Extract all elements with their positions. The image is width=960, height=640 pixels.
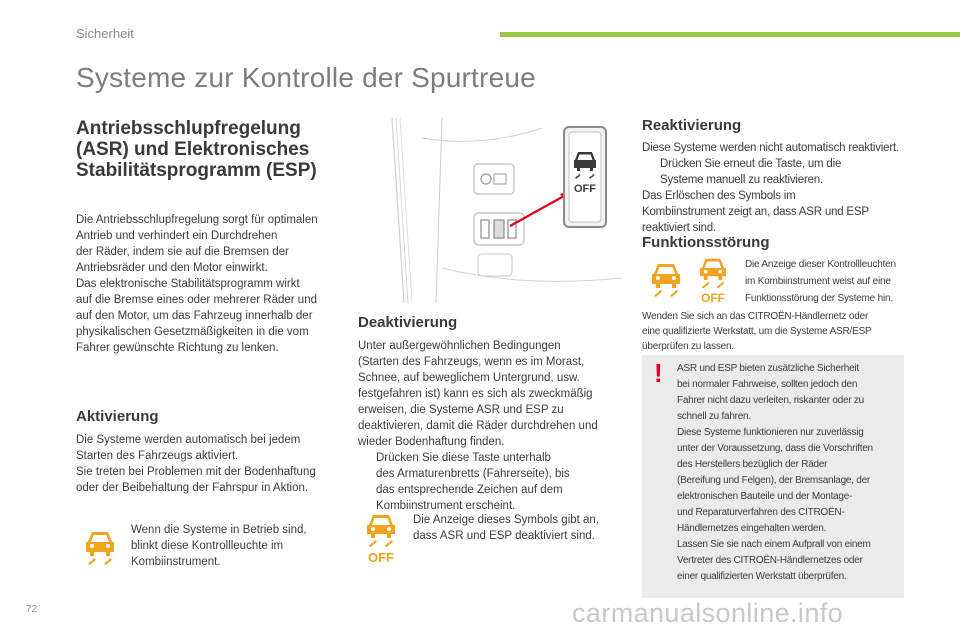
warning-line: Händlernetzes eingehalten werden. <box>677 523 827 534</box>
off-symbol-text <box>413 512 623 544</box>
deactivation-line: wieder Bodenhaftung finden. <box>358 436 505 448</box>
page-title: Systeme zur Kontrolle der Spurtreue <box>76 62 536 93</box>
blink-line: blinkt diese Kontrollleuchte im <box>131 540 284 552</box>
deactivation-line: deaktivieren, damit die Räder durchdrehen und <box>358 420 598 432</box>
button-off-label: OFF <box>574 183 596 195</box>
intro-line: der Räder, indem sie auf die Bremsen der <box>76 246 289 258</box>
reactivation-bullet <box>642 156 912 188</box>
warning-exclamation-icon: ! <box>654 358 663 388</box>
blink-line: Kombiinstrument. <box>131 556 221 568</box>
warning-line: unter der Voraussetzung, dass die Vorschriften <box>677 443 873 454</box>
warning-line: und Reparaturverfahren des CITROËN- <box>677 507 845 518</box>
intro-line: Fahrer gewünschte Richtung zu lenken. <box>76 342 279 354</box>
reactivation-line: Kombiinstrument zeigt an, dass ASR und ESP <box>642 206 869 218</box>
esp-off-icon <box>697 256 729 304</box>
activation-paragraph <box>76 432 351 496</box>
intro-line: Antrieb und verhindert ein Durchdrehen <box>76 230 278 242</box>
deactivation-line: Unter außergewöhnlichen Bedingungen <box>358 340 561 352</box>
bullet-icon <box>642 156 660 188</box>
reactivation-paragraph <box>642 140 912 236</box>
warning-line: (Bereifung und Felgen), der Bremsanlage, der <box>677 475 871 486</box>
main-heading-line: Stabilitätsprogramm (ESP) <box>76 160 317 181</box>
warning-line: bei normaler Fahrweise, sollten jedoch den <box>677 379 858 390</box>
malfunction-line: Wenden Sie sich an das CITROËN-Händlernetz oder <box>642 311 869 322</box>
intro-line: Die Antriebsschlupfregelung sorgt für optimalen <box>76 214 318 226</box>
main-heading-line: (ASR) und Elektronisches <box>76 139 310 160</box>
off-icon-label: OFF <box>368 550 394 564</box>
reactivation-bullet-line: Systeme manuell zu reaktivieren. <box>660 174 823 186</box>
warning-line: elektronischen Bauteile und der Montage- <box>677 491 853 502</box>
deactivation-bullet-line: des Armaturenbretts (Fahrerseite), bis <box>376 468 570 480</box>
reactivation-line: Diese Systeme werden nicht automatisch reaktiviert. <box>642 142 899 154</box>
deactivation-bullet-line: Drücken Sie diese Taste unterhalb <box>376 452 551 464</box>
esp-skid-icon <box>84 528 116 568</box>
reactivation-bullet-text <box>660 156 841 188</box>
malfunction-icon-line: Die Anzeige dieser Kontrollleuchten <box>745 259 896 270</box>
intro-line: Antriebsräder und den Motor einwirkt. <box>76 262 268 274</box>
intro-line: auf die Bremse eines oder mehrerer Räder und <box>76 294 317 306</box>
off-symbol-line: Die Anzeige dieses Symbols gibt an, <box>413 514 600 526</box>
deactivation-bullet <box>358 450 628 514</box>
deactivation-line: Schnee, auf beweglichem Untergrund, usw. <box>358 372 580 384</box>
section-label: Sicherheit <box>76 26 134 41</box>
deactivation-paragraph <box>358 338 628 514</box>
malfunction-line: überprüfen zu lassen. <box>642 341 734 352</box>
warning-line: schnell zu fahren. <box>677 411 751 422</box>
warning-line: einer qualifizierten Werkstatt überprüfen. <box>677 571 847 582</box>
warning-line: des Herstellers bezüglich der Räder <box>677 459 828 470</box>
reactivation-line: reaktiviert sind. <box>642 222 716 234</box>
warning-line: ASR und ESP bieten zusätzliche Sicherheit <box>677 363 859 374</box>
deactivation-line: festgefahren ist) kann es sich als zweckmäßig <box>358 388 593 400</box>
warning-line: Fahrer nicht dazu verleiten, riskanter oder zu <box>677 395 864 406</box>
activation-line: Die Systeme werden automatisch bei jedem <box>76 434 301 446</box>
deactivation-bullet-text <box>376 450 570 514</box>
reactivation-bullet-line: Drücken Sie erneut die Taste, um die <box>660 158 842 170</box>
deactivation-line: erweisen, die Systeme ASR und ESP zu <box>358 404 564 416</box>
blink-text <box>131 522 341 570</box>
malfunction-heading: Funktionsstörung <box>642 234 770 251</box>
esp-skid-icon <box>650 260 682 300</box>
bullet-icon <box>358 450 376 514</box>
accent-bar <box>500 32 960 37</box>
malfunction-icon-line: im Kombiinstrument weist auf eine <box>745 276 891 287</box>
main-heading <box>76 118 346 181</box>
main-heading-line: Antriebsschlupfregelung <box>76 118 301 139</box>
malfunction-icon-text <box>745 256 910 307</box>
warning-line: Lassen Sie sie nach einem Aufprall von einem <box>677 539 871 550</box>
activation-line: Sie treten bei Problemen mit der Bodenhaftung <box>76 466 316 478</box>
off-icon-label: OFF <box>701 291 725 304</box>
warning-text <box>677 361 899 585</box>
intro-line: auf den Motor, um das Fahrzeug innerhalb der <box>76 310 313 322</box>
intro-line: physikalischen Gesetzmäßigkeiten in die vom <box>76 326 309 338</box>
esp-off-button-icon <box>563 126 607 228</box>
intro-paragraph <box>76 212 351 356</box>
malfunction-line: eine qualifizierte Werkstatt, um die Systeme ASR/ESP <box>642 326 872 337</box>
deactivation-heading: Deaktivierung <box>358 314 458 331</box>
off-symbol-line: dass ASR und ESP deaktiviert sind. <box>413 530 595 542</box>
intro-line: Das elektronische Stabilitätsprogramm wirkt <box>76 278 300 290</box>
watermark: carmanualsonline.info <box>572 598 844 628</box>
reactivation-line: Das Erlöschen des Symbols im <box>642 190 796 202</box>
activation-heading: Aktivierung <box>76 408 159 425</box>
page-number: 72 <box>26 604 38 615</box>
blink-line: Wenn die Systeme in Betrieb sind, <box>131 524 307 536</box>
deactivation-bullet-line: Kombiinstrument erscheint. <box>376 500 516 512</box>
deactivation-bullet-line: das entsprechende Zeichen auf dem <box>376 484 563 496</box>
deactivation-line: (Starten des Fahrzeugs, wenn es im Morast, <box>358 356 585 368</box>
activation-line: oder der Beibehaltung der Fahrspur in Aktion. <box>76 482 309 494</box>
malfunction-icon-line: Funktionsstörung der Systeme hin. <box>745 293 893 304</box>
activation-line: Starten des Fahrzeugs aktiviert. <box>76 450 239 462</box>
malfunction-paragraph <box>642 309 912 354</box>
reactivation-heading: Reaktivierung <box>642 117 742 134</box>
warning-line: Vertreter des CITROËN-Händlernetzes oder <box>677 555 863 566</box>
esp-off-icon <box>364 512 398 564</box>
warning-line: Diese Systeme funktionieren nur zuverlässig <box>677 427 864 438</box>
